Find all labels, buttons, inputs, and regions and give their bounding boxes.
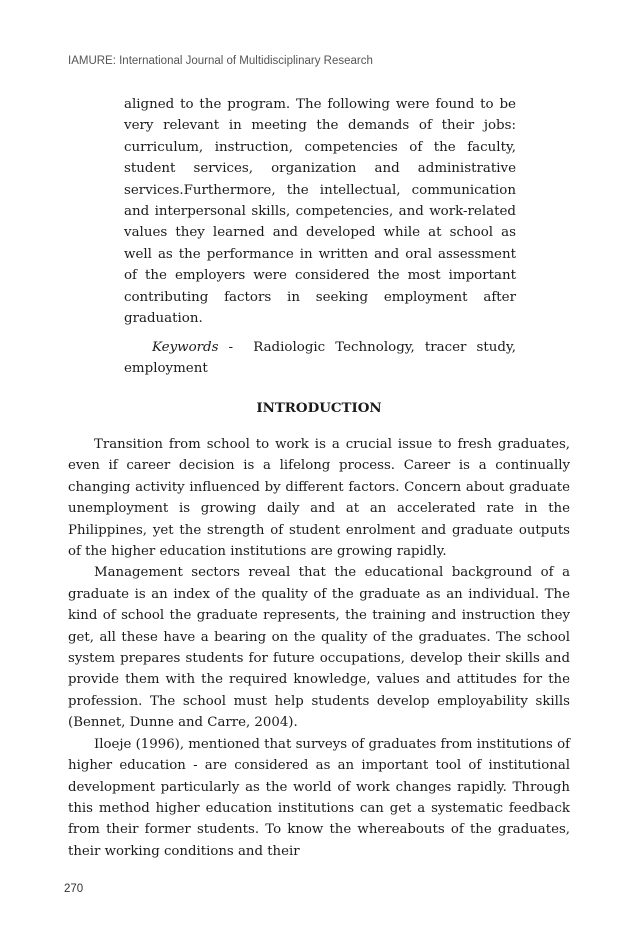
- keywords: [124, 337, 516, 380]
- body-paragraph: Transition from school to work is a crucial issue to fresh graduates, even if career decision is a lifelong process. Career is a continually changing activity influenced by different factors. Concern about graduate unemployment is growing daily and at an accelerated rate in the Philippines, yet the strength of student enrolment and graduate outputs of the higher education institutions are growing rapidly.: [68, 437, 570, 560]
- section-heading: INTRODUCTION: [256, 400, 382, 416]
- running-header: IAMURE: International Journal of Multidisciplinary Research: [68, 55, 373, 67]
- page-number: 270: [64, 883, 84, 895]
- body-paragraph: Management sectors reveal that the educational background of a graduate is an index of the quality of the graduate as an individual. The kind of school the graduate represents, the training and instruction they get, all these have a bearing on the quality of the graduates. The school system prepares students for future occupations, develop their skills and provide them with the required knowledge, values and attitudes for the profession. The school must help students develop employability skills (Bennet, Dunne and Carre, 2004).: [68, 565, 570, 731]
- abstract: [124, 94, 516, 329]
- keywords-text: Radiologic Technology, tracer study, employment: [124, 340, 516, 377]
- keywords-label: Keywords -: [152, 340, 234, 355]
- body-text: [68, 434, 570, 862]
- abstract-text: aligned to the program. The following were found to be very relevant in meeting the demands of their jobs: curriculum, instruction, competencies of the faculty, student services, organization and administrative services.Furthermore, the intellectual, communication and interpersonal skills, competencies, and work-related values they learned and developed while at school as well as the performance in written and oral assessment of the employers were considered the most important contributing factors in seeking employment after graduation.: [124, 97, 516, 327]
- body-paragraph: Iloeje (1996), mentioned that surveys of graduates from institutions of higher education - are considered as an important tool of institutional development particularly as the world of work changes rapidly. Through this method higher education institutions can get a systematic feedback from their former students. To know the whereabouts of the graduates, their working conditions and their: [68, 736, 570, 859]
- keywords-paragraph: [124, 337, 516, 380]
